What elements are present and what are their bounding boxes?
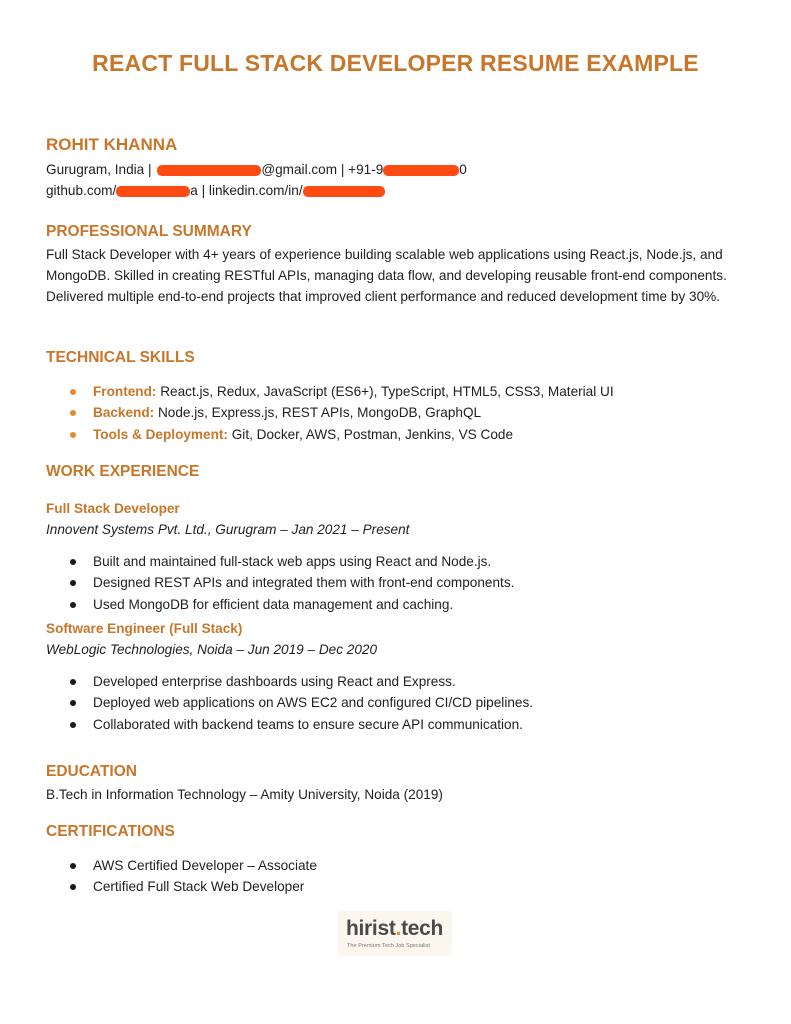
bullet-icon bbox=[70, 602, 76, 608]
skill-item bbox=[46, 424, 614, 445]
certifications-heading: CERTIFICATIONS bbox=[46, 823, 175, 840]
logo-dot: . bbox=[395, 917, 402, 940]
bullet-text: Built and maintained full-stack web apps using React and Node.js. bbox=[93, 554, 492, 569]
skills-list bbox=[46, 381, 614, 445]
location: Gurugram, India | bbox=[46, 162, 152, 177]
skill-label: Frontend: bbox=[93, 384, 157, 399]
bullet-icon bbox=[70, 679, 76, 685]
job-company: WebLogic Technologies, Noida – Jun 2019 – Dec 2020 bbox=[46, 642, 378, 657]
job-bullets bbox=[46, 551, 514, 615]
skill-label: Tools & Deployment: bbox=[93, 426, 228, 442]
bullet-text: Used MongoDB for efficient data management and caching. bbox=[93, 596, 454, 612]
list-item bbox=[46, 671, 533, 692]
bullet-icon bbox=[70, 884, 76, 890]
links-line bbox=[46, 180, 385, 201]
bullet-icon bbox=[70, 559, 76, 565]
bullet-icon bbox=[70, 700, 76, 706]
email-phone: @gmail.com | +91-9 bbox=[261, 162, 384, 177]
summary-heading: PROFESSIONAL SUMMARY bbox=[46, 223, 252, 240]
list-item bbox=[46, 692, 533, 713]
contact-line bbox=[46, 159, 467, 180]
logo-word-b: tech bbox=[401, 917, 444, 940]
list-item bbox=[46, 551, 514, 572]
candidate-name: ROHIT KHANNA bbox=[46, 135, 178, 154]
job-title: Full Stack Developer bbox=[46, 501, 180, 516]
skill-value: Node.js, Express.js, REST APIs, MongoDB, GraphQL bbox=[157, 405, 482, 421]
bullet-icon bbox=[70, 410, 76, 416]
logo-word-a: hirist bbox=[346, 917, 396, 940]
bullet-text: Deployed web applications on AWS EC2 and configured CI/CD pipelines. bbox=[93, 695, 534, 711]
education-text: B.Tech in Information Technology – Amity University, Noida (2019) bbox=[46, 787, 443, 802]
job-bullets bbox=[46, 671, 533, 735]
list-item bbox=[46, 714, 533, 735]
document-title: REACT FULL STACK DEVELOPER RESUME EXAMPLE bbox=[92, 50, 699, 76]
bullet-text: Collaborated with backend teams to ensure secure API communication. bbox=[93, 716, 523, 732]
skill-item bbox=[46, 402, 614, 423]
education-heading: EDUCATION bbox=[46, 763, 137, 780]
skill-value: React.js, Redux, JavaScript (ES6+), TypeScript, HTML5, CSS3, Material UI bbox=[160, 384, 614, 399]
phone-end: 0 bbox=[459, 162, 467, 177]
experience-heading: WORK EXPERIENCE bbox=[46, 463, 200, 480]
bullet-text: Certified Full Stack Web Developer bbox=[93, 879, 305, 895]
list-item bbox=[46, 572, 514, 593]
email-redaction bbox=[157, 165, 261, 176]
bullet-text: Designed REST APIs and integrated them with front-end components. bbox=[93, 575, 515, 591]
list-item bbox=[46, 876, 317, 897]
bullet-icon bbox=[70, 432, 76, 438]
certifications-list bbox=[46, 855, 317, 898]
logo-wordmark bbox=[346, 917, 443, 941]
skill-value: Git, Docker, AWS, Postman, Jenkins, VS Code bbox=[231, 426, 514, 442]
list-item bbox=[46, 594, 514, 615]
linkedin-redaction bbox=[303, 186, 385, 197]
bullet-icon bbox=[70, 863, 76, 869]
bullet-icon bbox=[70, 580, 76, 586]
hirist-tech-logo bbox=[338, 911, 452, 956]
bullet-icon bbox=[70, 389, 76, 395]
job-title: Software Engineer (Full Stack) bbox=[46, 621, 243, 636]
bullet-text: Developed enterprise dashboards using React and Express. bbox=[93, 674, 456, 689]
job-company: Innovent Systems Pvt. Ltd., Gurugram – Jan 2021 – Present bbox=[46, 522, 410, 537]
github-redaction bbox=[116, 186, 190, 197]
bullet-icon bbox=[70, 722, 76, 728]
logo-tagline: The Premium Tech Job Specialist bbox=[347, 943, 430, 949]
summary-text: Full Stack Developer with 4+ years of experience building scalable web applications using React.js, Node.js, and MongoDB. Skilled in creating RESTful APIs, managing data flow, and developing reusable front-end components. Delivered multiple end-to-end projects that improved client performance and reduced development time by 30%. bbox=[46, 247, 727, 304]
phone-redaction bbox=[383, 165, 459, 176]
list-item bbox=[46, 855, 317, 876]
bullet-text: AWS Certified Developer – Associate bbox=[93, 858, 317, 873]
skill-item bbox=[46, 381, 614, 402]
github-link: github.com/ bbox=[46, 183, 117, 198]
skill-label: Backend: bbox=[93, 405, 155, 421]
linkedin-link: a | linkedin.com/in/ bbox=[190, 183, 303, 198]
skills-heading: TECHNICAL SKILLS bbox=[46, 349, 195, 366]
